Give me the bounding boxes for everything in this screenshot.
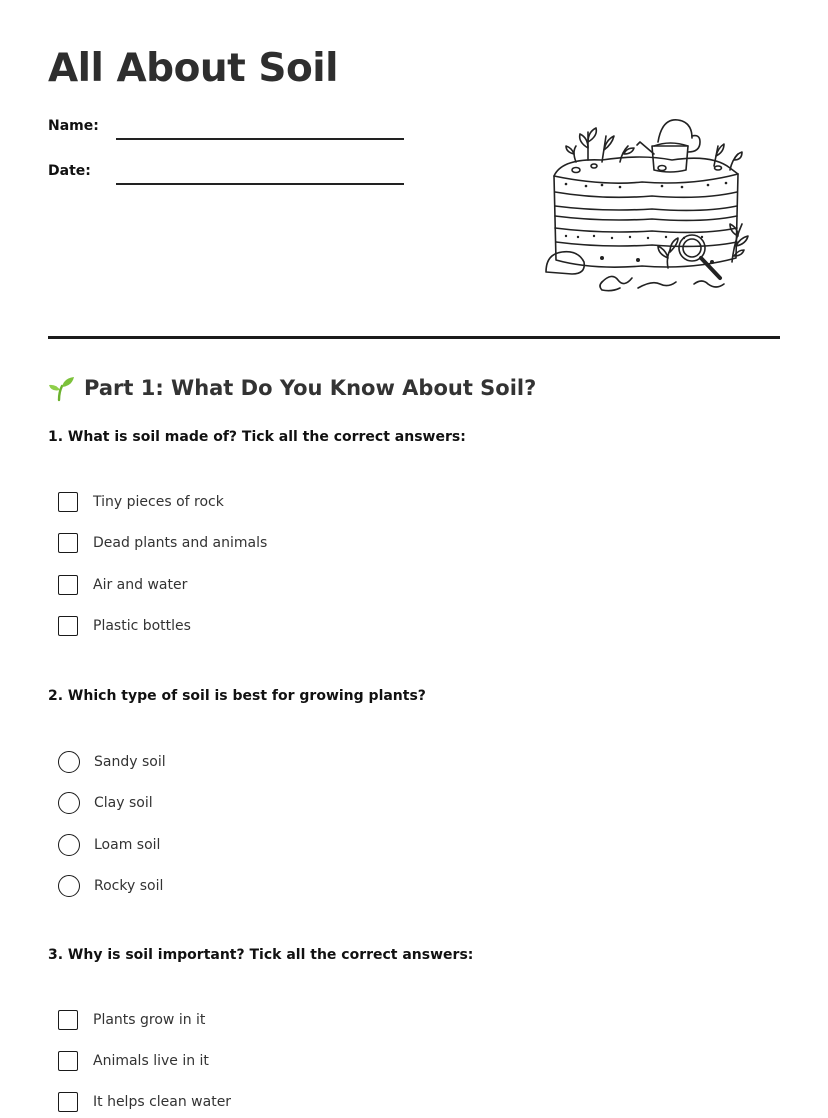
option-label: Tiny pieces of rock (93, 494, 224, 510)
q2-option-1[interactable] (58, 750, 166, 774)
q1-option-1[interactable] (58, 490, 224, 514)
date-line[interactable] (116, 183, 404, 185)
option-label: It helps clean water (93, 1094, 232, 1110)
q1-option-2[interactable] (58, 531, 267, 555)
q3-option-3[interactable] (58, 1090, 231, 1114)
option-label: Clay soil (94, 795, 153, 811)
worksheet-page (48, 0, 780, 1118)
option-label: Animals live in it (93, 1053, 209, 1069)
checkbox[interactable] (58, 1092, 78, 1112)
radio-button[interactable] (58, 751, 80, 773)
option-label: Plants grow in it (93, 1012, 206, 1028)
question-3: 3. Why is soil important? Tick all the correct answers: (48, 947, 474, 963)
radio-button[interactable] (58, 792, 80, 814)
q1-option-4[interactable] (58, 614, 191, 638)
checkbox[interactable] (58, 533, 78, 553)
name-line[interactable] (116, 138, 404, 140)
q3-option-1[interactable] (58, 1008, 205, 1032)
checkbox[interactable] (58, 492, 78, 512)
question-2: 2. Which type of soil is best for growing plants? (48, 688, 426, 704)
q2-option-3[interactable] (58, 833, 160, 857)
option-label: Air and water (93, 577, 188, 593)
question-1: 1. What is soil made of? Tick all the correct answers: (48, 429, 466, 445)
sprout-icon (48, 374, 76, 402)
option-label: Rocky soil (94, 878, 164, 894)
option-label: Dead plants and animals (93, 535, 268, 551)
option-label: Plastic bottles (93, 618, 191, 634)
q2-option-2[interactable] (58, 791, 153, 815)
header-divider (48, 336, 780, 339)
checkbox[interactable] (58, 575, 78, 595)
q1-option-3[interactable] (58, 573, 187, 597)
option-label: Sandy soil (94, 754, 166, 770)
checkbox[interactable] (58, 1010, 78, 1030)
date-field[interactable] (48, 163, 408, 193)
part1-title (48, 374, 536, 402)
radio-button[interactable] (58, 875, 80, 897)
page-title: All About Soil (48, 46, 338, 91)
name-label: Name: (48, 118, 99, 134)
date-label: Date: (48, 163, 91, 179)
name-field[interactable] (48, 118, 408, 148)
soil-layers-illustration (542, 112, 754, 298)
checkbox[interactable] (58, 1051, 78, 1071)
q2-option-4[interactable] (58, 874, 163, 898)
option-label: Loam soil (94, 837, 161, 853)
part1-title-text: Part 1: What Do You Know About Soil? (84, 376, 537, 400)
radio-button[interactable] (58, 834, 80, 856)
checkbox[interactable] (58, 616, 78, 636)
q3-option-2[interactable] (58, 1049, 209, 1073)
